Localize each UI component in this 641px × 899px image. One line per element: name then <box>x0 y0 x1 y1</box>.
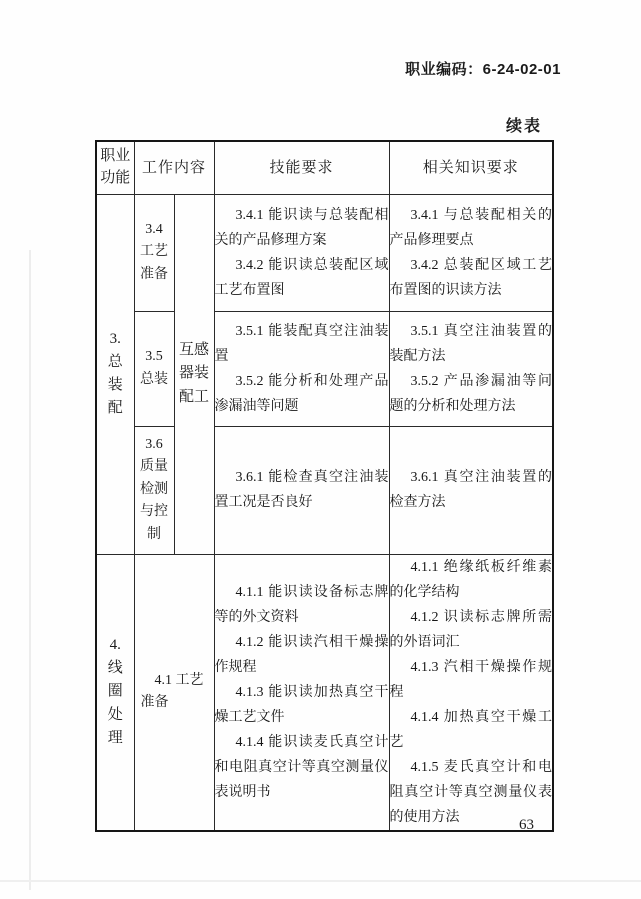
scan-artifact <box>0 880 641 882</box>
function-label-3: 3. 总装配 <box>107 330 123 417</box>
work-label-3-6: 3.6 质量检测与控制 <box>140 437 168 542</box>
requirement-item: 4.1.1 绝缘纸板纤维素的化学结构 <box>389 559 553 600</box>
column-header-function-label: 职业功能 <box>100 148 131 186</box>
cell-knowledge-4-1 <box>389 554 553 831</box>
requirement-item: 4.1.3 汽相干燥操作规程 <box>389 659 553 700</box>
continued-table-label: 续表 <box>505 118 542 135</box>
requirement-item: 3.4.1 能识读与总装配相关的产品修理方案 <box>214 207 389 248</box>
requirement-item: 4.1.2 识读标志牌所需的外语词汇 <box>389 609 553 650</box>
cell-skill-3-5 <box>214 311 389 426</box>
table-header-row <box>96 141 553 194</box>
column-header-knowledge: 相关知识要求 <box>389 141 553 194</box>
cell-function-3 <box>96 194 134 554</box>
cell-occupation-3 <box>174 194 214 554</box>
work-label-4-1: 4.1 工艺准备 <box>140 672 204 710</box>
page-number: 63 <box>519 817 534 833</box>
occupation-code: 职业编码：6-24-02-01 <box>405 61 561 78</box>
cell-knowledge-3-6 <box>389 426 553 554</box>
requirement-item: 4.1.4 加热真空干燥工艺 <box>389 709 553 750</box>
requirement-item: 3.6.1 能检查真空注油装置工况是否良好 <box>214 470 389 510</box>
requirement-item: 3.5.1 真空注油装置的装配方法 <box>389 323 553 364</box>
requirement-item: 3.4.1 与总装配相关的产品修理要点 <box>389 207 553 248</box>
cell-work-4-1 <box>134 554 214 831</box>
cell-work-3-4 <box>134 194 174 311</box>
table-row <box>96 311 553 426</box>
cell-function-4 <box>96 554 134 831</box>
cell-knowledge-3-4 <box>389 194 553 311</box>
table-row <box>96 426 553 554</box>
requirement-item: 3.4.2 总装配区域工艺布置图的识读方法 <box>389 257 553 298</box>
column-header-work: 工作内容 <box>134 141 214 194</box>
column-header-function <box>96 141 134 194</box>
cell-skill-3-6 <box>214 426 389 554</box>
requirement-item: 4.1.5 麦氏真空计和电阻真空计等真空测量仪表的使用方法 <box>389 759 553 825</box>
requirement-item: 4.1.4 能识读麦氏真空计和电阻真空计等真空测量仪表说明书 <box>214 734 389 800</box>
scan-artifact <box>29 250 31 890</box>
requirement-item: 4.1.3 能识读加热真空干燥工艺文件 <box>214 684 389 725</box>
occupation-label: 互感器装配工 <box>178 342 209 405</box>
table-row <box>96 194 553 311</box>
cell-work-3-6 <box>134 426 174 554</box>
function-label-4: 4. 线圈处理 <box>107 636 123 746</box>
requirement-item: 3.5.2 能分析和处理产品渗漏油等问题 <box>214 373 389 414</box>
requirement-item: 3.5.2 产品渗漏油等问题的分析和处理方法 <box>389 373 553 414</box>
cell-work-3-5 <box>134 311 174 426</box>
requirement-item: 4.1.1 能识读设备标志牌等的外文资料 <box>214 584 389 625</box>
cell-skill-3-4 <box>214 194 389 311</box>
requirement-item: 3.5.1 能装配真空注油装置 <box>214 323 389 364</box>
requirement-item: 3.6.1 真空注油装置的检查方法 <box>389 470 553 510</box>
requirement-item: 4.1.2 能识读汽相干燥操作规程 <box>214 634 389 675</box>
cell-skill-4-1 <box>214 554 389 831</box>
work-label-3-5: 3.5 总装 <box>140 349 168 387</box>
requirement-item: 3.4.2 能识读总装配区域工艺布置图 <box>214 257 389 298</box>
table-row <box>96 554 553 831</box>
cell-knowledge-3-5 <box>389 311 553 426</box>
occupational-standard-table <box>95 140 554 832</box>
work-label-3-4: 3.4 工艺准备 <box>140 221 168 282</box>
column-header-skill: 技能要求 <box>214 141 389 194</box>
